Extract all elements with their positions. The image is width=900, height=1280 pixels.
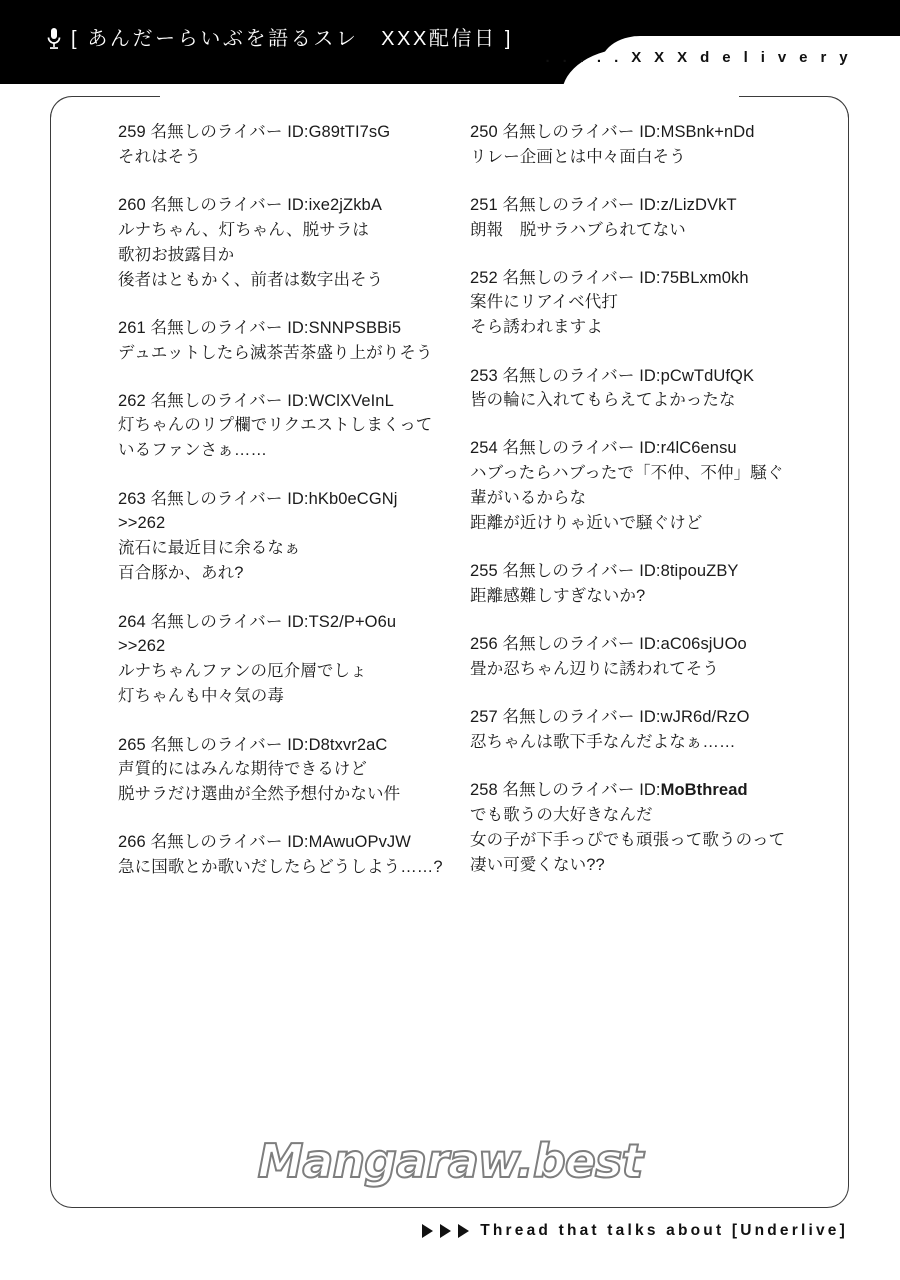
thread-post [470, 436, 800, 536]
post-author-name: 名無しのライバー [502, 635, 635, 654]
post-body-line: それはそう [118, 147, 201, 166]
post-header [470, 705, 800, 730]
thread-post [470, 364, 800, 414]
post-body-line: 急に国歌とか歌いだしたらどうしよう……? [118, 858, 443, 877]
post-author-name: 名無しのライバー [150, 123, 283, 141]
triangle-right-icon [422, 1224, 433, 1238]
post-body-line: 距離が近けりゃ近いで騒ぐけど [470, 514, 703, 533]
post-author-name: 名無しのライバー [150, 195, 283, 214]
post-body-line: 脱サラだけ選曲が全然予想付かない件 [118, 785, 401, 804]
post-body-line: 輩がいるからな [470, 489, 587, 508]
site-watermark: Mangaraw.best [257, 1134, 643, 1188]
post-id-label: ID: [639, 123, 661, 141]
post-header [470, 364, 800, 389]
post-header [118, 733, 448, 758]
post-id-label: ID: [287, 612, 309, 631]
post-header [118, 316, 448, 341]
post-id-label: ID: [287, 489, 309, 508]
microphone-icon [46, 27, 62, 51]
post-id-value: SNNPSBBi5 [308, 318, 402, 337]
post-author-name: 名無しのライバー [502, 780, 635, 799]
post-body-line: 歌初お披露目か [118, 245, 235, 264]
post-number: 258 [470, 780, 498, 799]
post-author-name: 名無しのライバー [150, 735, 283, 754]
post-id-label: ID: [287, 735, 309, 754]
post-author-name: 名無しのライバー [502, 268, 635, 287]
post-body-line: 女の子が下手っぴでも頑張って歌うのって [470, 830, 786, 849]
header-title-group [46, 27, 513, 51]
post-number: 264 [118, 612, 146, 631]
post-body-line: 皆の輪に入れてもらえてよかったな [470, 391, 736, 410]
post-body-line: リレー企画とは中々面白そう [470, 147, 686, 166]
post-id-label: ID: [287, 195, 309, 214]
post-body-line: そら誘われますよ [470, 318, 603, 337]
post-id-value: WClXVeInL [308, 391, 394, 410]
content-frame-corner-top-left [50, 96, 160, 120]
post-number: 254 [470, 439, 498, 458]
post-number: 259 [118, 123, 146, 141]
thread-post [118, 610, 448, 710]
post-number: 260 [118, 195, 146, 214]
post-author-name: 名無しのライバー [502, 562, 635, 581]
post-id-value: ixe2jZkbA [308, 195, 382, 214]
post-header [470, 632, 800, 657]
thread-column-right [470, 120, 800, 901]
post-number: 263 [118, 489, 146, 508]
post-number: 251 [470, 195, 498, 214]
post-id-value: MAwuOPvJW [308, 833, 411, 852]
post-author-name: 名無しのライバー [502, 439, 635, 458]
footer-caption-text: Thread that talks about [Underlive] [480, 1222, 848, 1239]
thread-post [118, 487, 448, 587]
post-body-line: ハブったらハブったで「不仲、不仲」騒ぐ [470, 464, 784, 483]
post-header [470, 436, 800, 461]
post-body-line: 畳か忍ちゃん辺りに誘われてそう [470, 659, 719, 678]
post-id-label: ID: [639, 780, 661, 799]
post-id-value: 8tipouZBY [660, 562, 739, 581]
post-number: 256 [470, 635, 498, 654]
thread-post [118, 389, 448, 464]
post-author-name: 名無しのライバー [150, 612, 283, 631]
thread-post [118, 193, 448, 293]
post-body-line: ルナちゃんファンの厄介層でしょ [118, 662, 367, 681]
post-id-value: 75BLxm0kh [660, 268, 749, 287]
post-header [118, 120, 448, 145]
thread-column-left [118, 120, 448, 903]
post-id-label: ID: [287, 833, 309, 852]
post-body-line: 案件にリアイベ代打 [470, 293, 618, 312]
post-body-line: >>262 [118, 514, 166, 533]
post-id-label: ID: [287, 318, 309, 337]
thread-post [118, 316, 448, 366]
post-id-value: D8txvr2aC [308, 735, 388, 754]
header-subtitle: . . . . . X X X d e l i v e r y [545, 49, 852, 66]
post-header [470, 778, 800, 803]
post-header [118, 487, 448, 512]
post-number: 253 [470, 366, 498, 385]
post-header [470, 193, 800, 218]
post-id-value: MoBthread [660, 780, 748, 799]
post-id-value: wJR6d/RzO [660, 708, 750, 727]
thread-post [118, 733, 448, 808]
post-number: 255 [470, 562, 498, 581]
post-author-name: 名無しのライバー [150, 318, 283, 337]
post-body-line: デュエットしたら滅茶苦茶盛り上がりそう [118, 343, 433, 362]
post-number: 257 [470, 708, 498, 727]
post-id-label: ID: [639, 439, 661, 458]
post-number: 250 [470, 123, 498, 141]
thread-post [118, 830, 448, 880]
post-id-value: pCwTdUfQK [660, 366, 755, 385]
post-number: 266 [118, 833, 146, 852]
post-number: 265 [118, 735, 146, 754]
thread-post [118, 120, 448, 170]
post-body-line: 距離感難しすぎないか? [470, 587, 646, 606]
triangle-right-icon [458, 1224, 469, 1238]
post-body-line: >>262 [118, 637, 166, 656]
post-id-value: r4lC6ensu [660, 439, 737, 458]
thread-post [470, 266, 800, 341]
post-body-line: でも歌うの大好きなんだ [470, 805, 653, 824]
post-id-label: ID: [639, 268, 661, 287]
post-body-line: 忍ちゃんは歌下手なんだよなぁ…… [470, 732, 736, 751]
page-header-banner [0, 0, 900, 84]
footer-caption-group [422, 1222, 848, 1240]
thread-title: [ あんだーらいぶを語るスレ XXX配信日 ] [71, 28, 514, 50]
post-body-line: 流石に最近目に余るなぁ [118, 539, 301, 558]
post-body-line: 灯ちゃんも中々気の毒 [118, 687, 284, 706]
post-id-value: hKb0eCGNj [308, 489, 398, 508]
post-header [470, 120, 800, 145]
post-author-name: 名無しのライバー [150, 489, 283, 508]
post-header [470, 266, 800, 291]
post-body-line: 後者はともかく、前者は数字出そう [118, 270, 384, 289]
post-author-name: 名無しのライバー [502, 123, 635, 141]
post-number: 261 [118, 318, 146, 337]
post-id-value: aC06sjUOo [660, 635, 747, 654]
post-id-value: TS2/P+O6u [308, 612, 397, 631]
thread-post [470, 705, 800, 755]
thread-post [470, 120, 800, 170]
post-body-line: 凄い可愛くない?? [470, 855, 605, 874]
post-id-value: z/LizDVkT [660, 195, 737, 214]
post-author-name: 名無しのライバー [150, 833, 283, 852]
post-id-label: ID: [639, 366, 661, 385]
post-body-line: いるファンさぁ…… [118, 441, 268, 460]
post-id-label: ID: [639, 708, 661, 727]
post-author-name: 名無しのライバー [502, 366, 635, 385]
content-frame-corner-top-right [739, 96, 849, 120]
post-id-label: ID: [639, 635, 661, 654]
post-author-name: 名無しのライバー [150, 391, 283, 410]
post-id-value: G89tTI7sG [308, 123, 391, 141]
thread-post [470, 632, 800, 682]
thread-post [470, 778, 800, 878]
page-footer [0, 1222, 900, 1243]
post-header [118, 389, 448, 414]
post-header [118, 193, 448, 218]
post-body-line: 朗報 脱サラハブられてない [470, 220, 686, 239]
post-id-label: ID: [639, 562, 661, 581]
post-body-line: 百合豚か、あれ? [118, 564, 244, 583]
post-header [470, 559, 800, 584]
post-author-name: 名無しのライバー [502, 195, 635, 214]
post-number: 252 [470, 268, 498, 287]
post-body-line: 声質的にはみんな期待できるけど [118, 760, 367, 779]
post-id-value: MSBnk+nDd [660, 123, 755, 141]
post-id-label: ID: [639, 195, 661, 214]
post-body-line: 灯ちゃんのリプ欄でリクエストしまくって [118, 416, 433, 435]
thread-post [470, 193, 800, 243]
post-number: 262 [118, 391, 146, 410]
post-author-name: 名無しのライバー [502, 708, 635, 727]
thread-post [470, 559, 800, 609]
post-body-line: ルナちゃん、灯ちゃん、脱サラは [118, 220, 369, 239]
post-id-label: ID: [287, 391, 309, 410]
post-header [118, 830, 448, 855]
post-id-label: ID: [287, 123, 309, 141]
triangle-right-icon [440, 1224, 451, 1238]
post-header [118, 610, 448, 635]
